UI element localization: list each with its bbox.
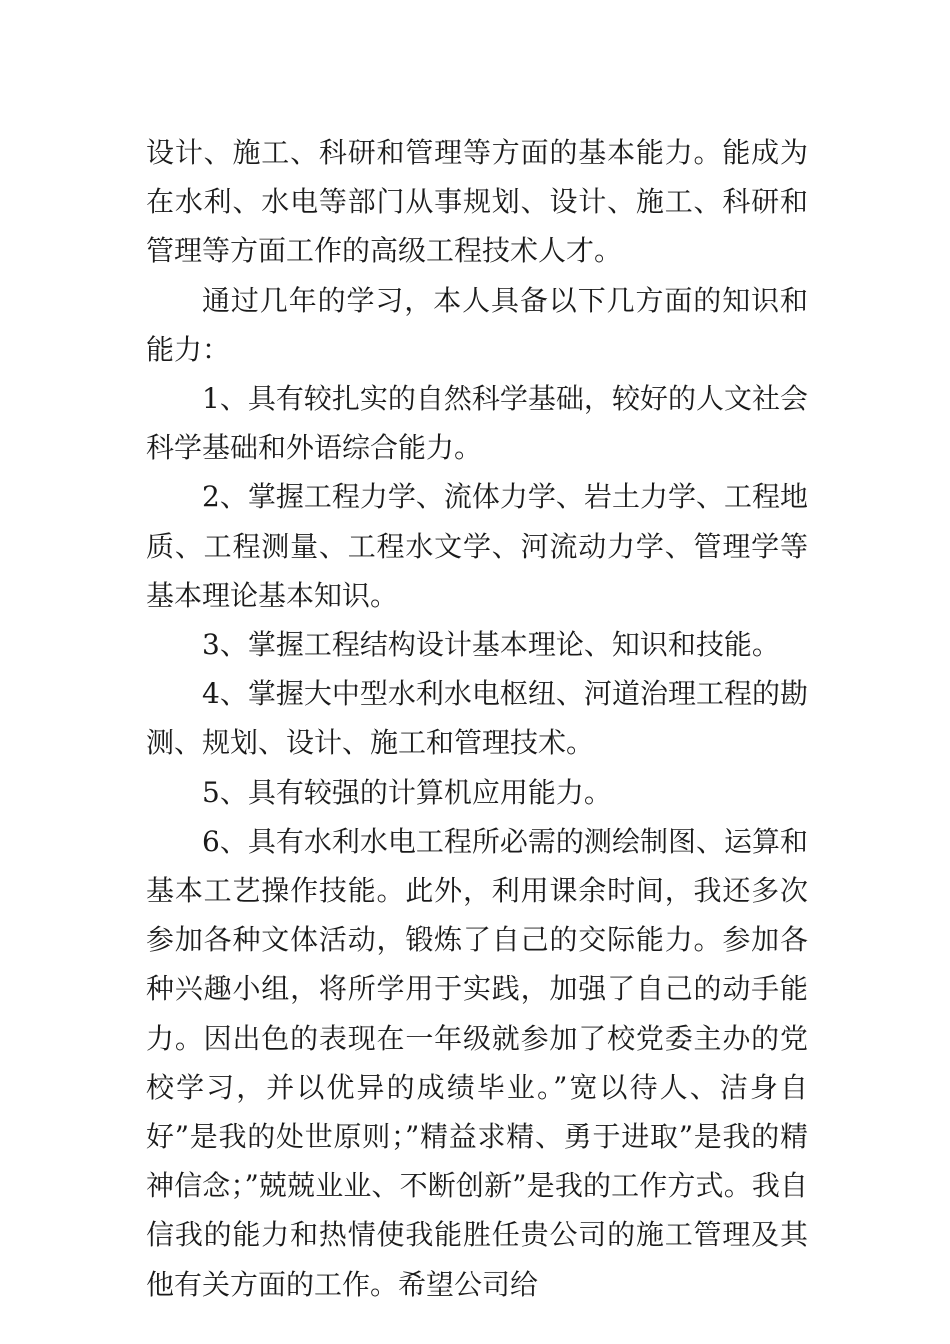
paragraph-item-1: 1、具有较扎实的自然科学基础，较好的人文社会科学基础和外语综合能力。 bbox=[146, 382, 808, 465]
paragraph-item-3: 3、掌握工程结构设计基本理论、知识和技能。 bbox=[202, 628, 780, 662]
paragraph-continuation: 设计、施工、科研和管理等方面的基本能力。能成为在水利、水电等部门从事规划、设计、施工、科研和管理等方面工作的高级工程技术人才。 bbox=[146, 136, 808, 268]
paragraph-item-4: 4、掌握大中型水利水电枢纽、河道治理工程的勘测、规划、设计、施工和管理技术。 bbox=[146, 677, 808, 760]
paragraph-item-5: 5、具有较强的计算机应用能力。 bbox=[202, 775, 612, 809]
paragraph-intro: 通过几年的学习，本人具备以下几方面的知识和能力： bbox=[146, 283, 808, 366]
paragraph-item-6: 6、具有水利水电工程所必需的测绘制图、运算和基本工艺操作技能。此外，利用课余时间，我还多次参加各种文体活动，锻炼了自己的交际能力。参加各种兴趣小组，将所学用于实践，加强了自己的动手能力。因出色的表现在一年级就参加了校党委主办的党校学习，并以优异的成绩毕业。”宽以待人、洁身自好”是我的处世原则；”精益求精、勇于进取”是我的精神信念；”兢兢业业、不断创新”是我的工作方式。我自信我的能力和热情使我能胜任贵公司的施工管理及其他有关方面的工作。希望公司给 bbox=[146, 824, 808, 1301]
paragraph-item-2: 2、掌握工程力学、流体力学、岩土力学、工程地质、工程测量、工程水文学、河流动力学、管理学等基本理论基本知识。 bbox=[146, 480, 808, 612]
document-page bbox=[146, 128, 808, 1309]
